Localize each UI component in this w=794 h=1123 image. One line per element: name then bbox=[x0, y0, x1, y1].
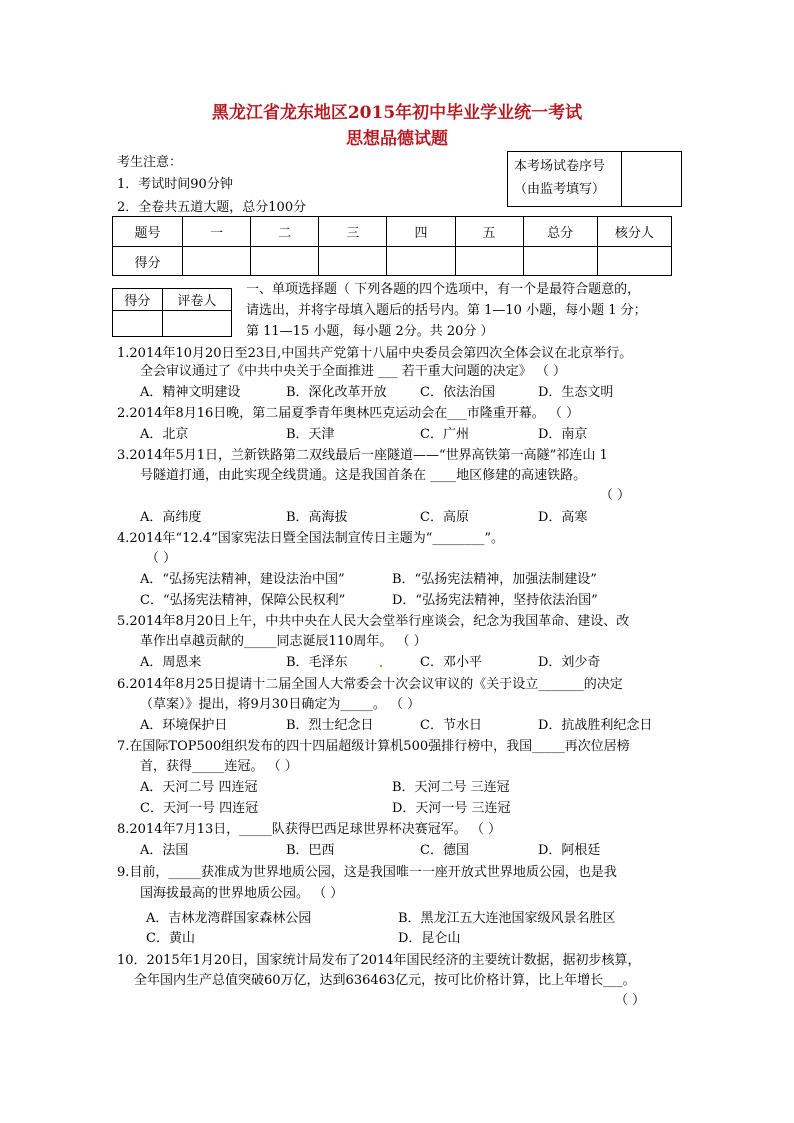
q5-option-a: A．周恩来 bbox=[140, 655, 202, 670]
q6-option-d: D．抗战胜利纪念日 bbox=[538, 718, 653, 733]
score-header-1: 一 bbox=[183, 217, 251, 247]
q1-line1: 1.2014年10月20日至23日,中国共产党第十八届中央委员会第四次全体会议在北京举行。 bbox=[117, 346, 633, 361]
seat-number-note: （由监考填写） bbox=[514, 182, 606, 197]
seat-number-label: 本考场试卷序号 bbox=[514, 159, 606, 174]
score-header-5: 五 bbox=[455, 217, 523, 247]
q9-option-b: B．黑龙江五大连池国家级风景名胜区 bbox=[398, 911, 616, 926]
q1-option-a: A．精神文明建设 bbox=[140, 385, 241, 400]
score-cell-total[interactable] bbox=[523, 247, 597, 276]
score-cell-5[interactable] bbox=[455, 247, 523, 276]
score-header-4: 四 bbox=[387, 217, 455, 247]
q10-line2: 全年国内生产总值突破60万亿，达到636463亿元，按可比价格计算，比上年增长___。 bbox=[134, 973, 636, 988]
q5-option-b: B．毛泽东 bbox=[286, 655, 348, 670]
q7-option-a: A．天河二号 四连冠 bbox=[140, 780, 258, 795]
q7-option-d: D．天河一号 三连冠 bbox=[392, 801, 511, 816]
q9-line2: 国海拔最高的世界地质公园。 （ ） bbox=[140, 886, 344, 901]
q5-option-c: C．邓小平 bbox=[420, 655, 482, 670]
q9-option-d: D．昆仑山 bbox=[398, 931, 461, 946]
section1-line1: 一、单项选择题（ 下列各题的四个选项中，有一个是最符合题意的， bbox=[246, 282, 641, 297]
score-cell-4[interactable] bbox=[387, 247, 455, 276]
exam-title: 黑龙江省龙东地区2015年初中毕业学业统一考试 bbox=[211, 103, 583, 123]
section1-line2: 请选出，并将字母填入题后的括号内。第 1—10 小题，每小题 1 分； bbox=[246, 303, 647, 318]
score-cell-1[interactable] bbox=[183, 247, 251, 276]
q4-option-c: C．“弘扬宪法精神，保障公民权利” bbox=[140, 593, 346, 608]
speck-mark bbox=[380, 665, 382, 667]
score-cell-checker[interactable] bbox=[597, 247, 671, 276]
q4-answer-blank: （ ） bbox=[146, 551, 177, 566]
notice-heading: 考生注意： bbox=[117, 155, 183, 170]
q8-option-b: B．巴西 bbox=[286, 843, 335, 858]
seat-number-box bbox=[507, 151, 682, 207]
q8-option-a: A．法国 bbox=[140, 843, 189, 858]
q3-option-a: A．高纬度 bbox=[140, 510, 202, 525]
q2-option-c: C．广州 bbox=[420, 427, 469, 442]
q5-option-d: D．刘少奇 bbox=[538, 655, 601, 670]
q10-line1: 10．2015年1月20日，国家统计局发布了2014年国民经济的主要统计数据，据初步核算， bbox=[117, 953, 641, 968]
q6-option-c: C．节水日 bbox=[420, 718, 482, 733]
score-row-label: 得分 bbox=[113, 247, 183, 276]
q8-line1: 8.2014年7月13日，_____队获得巴西足球世界杯决赛冠军。 （ ） bbox=[117, 822, 502, 837]
q7-line2: 首，获得_____连冠。 （ ） bbox=[140, 759, 298, 774]
q4-option-b: B．“弘扬宪法精神，加强法制建设” bbox=[392, 572, 597, 587]
q2-option-d: D．南京 bbox=[538, 427, 588, 442]
q4-option-a: A．“弘扬宪法精神，建设法治中国” bbox=[140, 572, 345, 587]
q2-line1: 2.2014年8月16日晚，第二届夏季青年奥林匹克运动会在___市隆重开幕。 （ ） bbox=[117, 406, 580, 421]
q5-line2: 革作出卓越贡献的_____同志诞辰110周年。 （ ） bbox=[140, 634, 427, 649]
score-header-label: 题号 bbox=[113, 217, 183, 247]
score-header-total: 总分 bbox=[523, 217, 597, 247]
q7-option-c: C．天河一号 四连冠 bbox=[140, 801, 259, 816]
q2-option-a: A．北京 bbox=[140, 427, 189, 442]
grader-table bbox=[112, 288, 232, 337]
q3-option-c: C．高原 bbox=[420, 510, 469, 525]
section1-line3: 第 11—15 小题，每小题 2分。共 20分 ） bbox=[246, 324, 494, 339]
score-header-2: 二 bbox=[251, 217, 319, 247]
q10-answer-blank: （ ） bbox=[615, 993, 646, 1008]
q3-line2: 号隧道打通，由此实现全线贯通。这是我国首条在 ____地区修建的高速铁路。 bbox=[140, 468, 587, 483]
q7-line1: 7.在国际TOP500组织发布的四十四届超级计算机500强排行榜中，我国_____再次位居榜 bbox=[117, 739, 630, 754]
q6-line2: （草案）》提出，将9月30日确定为_____。 （ ） bbox=[140, 697, 421, 712]
q4-line1: 4.2014年“12.4”国家宪法日暨全国法制宣传日主题为“________”。 bbox=[117, 531, 505, 546]
q3-line1: 3.2014年5月1日，兰新铁路第二双线最后一座隧道——“世界高铁第一高隧”祁连山 1 bbox=[117, 448, 608, 463]
notice-item-2: 2．全卷共五道大题，总分100分 bbox=[117, 200, 307, 215]
q1-option-b: B．深化改革开放 bbox=[286, 385, 387, 400]
score-cell-3[interactable] bbox=[319, 247, 387, 276]
grader-name-header: 评卷人 bbox=[162, 289, 231, 311]
q9-line1: 9.目前，_____获准成为世界地质公园，这是我国唯一一座开放式世界地质公园，也是我 bbox=[117, 865, 617, 880]
q5-line1: 5.2014年8月20日上午，中共中央在人民大会堂举行座谈会，纪念为我国革命、建设、改 bbox=[117, 614, 630, 629]
q6-option-b: B．烈士纪念日 bbox=[286, 718, 374, 733]
q2-option-b: B．天津 bbox=[286, 427, 335, 442]
score-cell-2[interactable] bbox=[251, 247, 319, 276]
q1-option-d: D．生态文明 bbox=[538, 385, 614, 400]
score-header-checker: 核分人 bbox=[597, 217, 671, 247]
grader-name-cell[interactable] bbox=[162, 311, 231, 337]
q7-option-b: B．天河二号 三连冠 bbox=[392, 780, 510, 795]
q8-option-d: D．阿根廷 bbox=[538, 843, 601, 858]
grader-score-cell[interactable] bbox=[113, 311, 163, 337]
score-header-3: 三 bbox=[319, 217, 387, 247]
q6-option-a: A．环境保护日 bbox=[140, 718, 228, 733]
q1-option-c: C．依法治国 bbox=[420, 385, 495, 400]
q8-option-c: C．德国 bbox=[420, 843, 469, 858]
notice-item-1: 1．考试时间90分钟 bbox=[117, 177, 233, 192]
q1-line2: 全会审议通过了《中共中央关于全面推进 ___ 若干重大问题的决定》 （ ） bbox=[140, 364, 567, 379]
q9-option-c: C．黄山 bbox=[146, 931, 195, 946]
exam-subtitle: 思想品德试题 bbox=[346, 129, 448, 149]
q6-line1: 6.2014年8月25日提请十二届全国人大常委会十次会议审议的《关于设立_______的决定 bbox=[117, 677, 623, 692]
score-table bbox=[112, 216, 672, 276]
q3-option-b: B．高海拔 bbox=[286, 510, 348, 525]
q3-answer-blank: （ ） bbox=[600, 488, 631, 503]
q3-option-d: D．高寒 bbox=[538, 510, 588, 525]
q4-option-d: D．“弘扬宪法精神，坚持依法治国” bbox=[392, 593, 598, 608]
q9-option-a: A．吉林龙湾群国家森林公园 bbox=[146, 911, 312, 926]
grader-score-header: 得分 bbox=[113, 289, 163, 311]
